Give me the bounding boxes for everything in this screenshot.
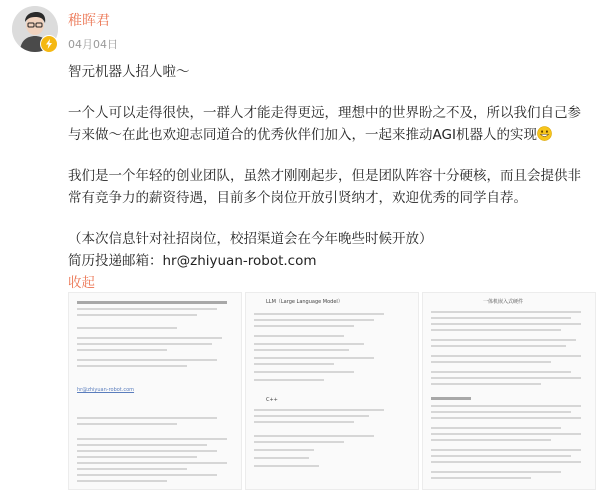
post-resume-email: 简历投递邮箱：hr@zhiyuan-robot.com (68, 253, 317, 269)
post-images (68, 292, 596, 490)
lightning-bolt-icon (44, 39, 54, 49)
collapse-link[interactable]: 收起 (68, 275, 95, 291)
grinning-face-icon (537, 126, 552, 141)
thumb-email-link: hr@zhiyuan-robot.com (77, 387, 135, 393)
post-date[interactable]: 04月04日 (68, 38, 118, 51)
thumb-embedded-title: 一体机嵌入式硬件 (483, 299, 524, 305)
post-image-2[interactable] (245, 292, 419, 490)
post-note: （本次信息针对社招岗位，校招渠道会在今年晚些时候开放） (68, 231, 433, 247)
verified-badge (40, 35, 58, 53)
post-image-1[interactable] (68, 292, 242, 490)
post-intro-paragraph (68, 102, 594, 146)
thumb-cpp-section: C++ (266, 397, 278, 403)
username[interactable]: 稚晖君 (68, 13, 110, 29)
post-team-paragraph: 我们是一个年轻的创业团队，虽然才刚刚起步，但是团队阵容十分硬核，而且会提供非常有竞争力的薪资待遇，目前多个岗位开放引贤纳才，欢迎优秀的同学自荐。 (68, 168, 581, 206)
thumb-llm-title: LLM（Large Language Model） (266, 299, 343, 305)
post-title: 智元机器人招人啦～ (68, 64, 190, 80)
post-image-3[interactable] (422, 292, 596, 490)
post-intro-text: 一个人可以走得很快，一群人才能走得更远，理想中的世界盼之不及，所以我们自己参与来做～在此也欢迎志同道合的优秀伙伴们加入，一起来推动AGI机器人的实现 (68, 105, 581, 143)
post-body (68, 61, 594, 294)
